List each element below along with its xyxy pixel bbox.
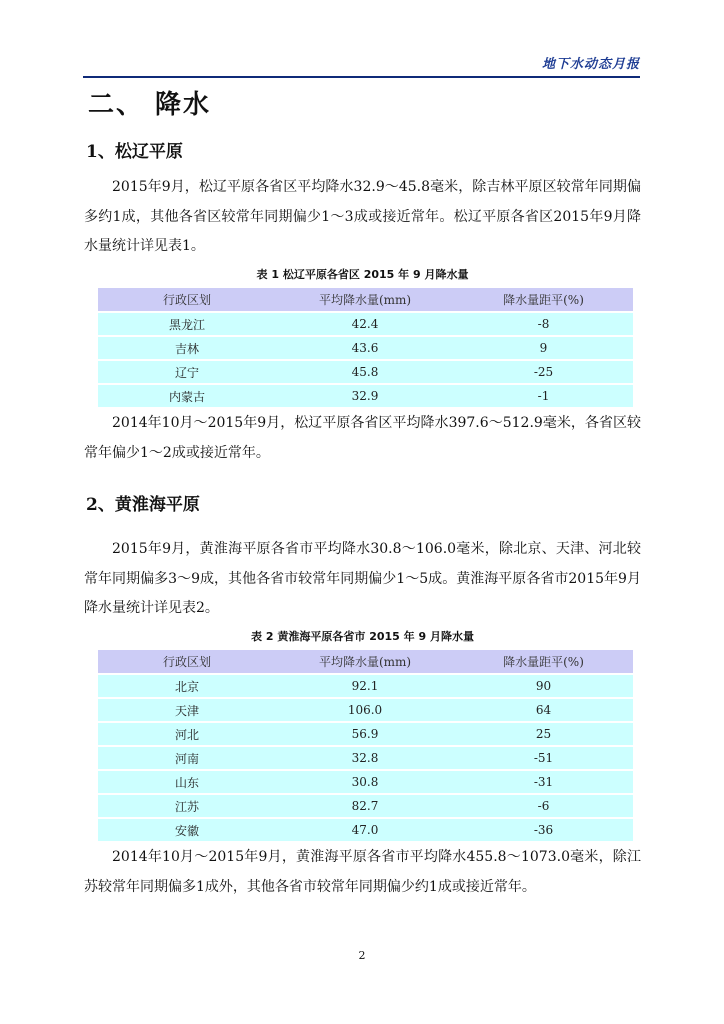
cell-precip: 32.9 bbox=[276, 384, 454, 407]
cell-precip: 106.0 bbox=[276, 698, 454, 722]
cell-precip: 92.1 bbox=[276, 674, 454, 698]
cell-region: 天津 bbox=[98, 698, 276, 722]
paragraph-huanghuaihai-2: 2014年10月～2015年9月，黄淮海平原各省市平均降水455.8～1073.0毫米，除江苏较常年同期偏多1成外，其他各省市较常年同期偏少约1成或接近常年。 bbox=[84, 849, 641, 895]
column-header-precip: 平均降水量(mm) bbox=[276, 288, 454, 312]
cell-region: 辽宁 bbox=[98, 360, 276, 384]
cell-region: 吉林 bbox=[98, 336, 276, 360]
cell-region: 安徽 bbox=[98, 818, 276, 841]
subsection-title-huanghuaihai: 2、黄淮海平原 bbox=[86, 495, 200, 515]
table-header-row bbox=[98, 288, 633, 312]
cell-anomaly: -1 bbox=[454, 384, 633, 407]
cell-region: 黑龙江 bbox=[98, 312, 276, 336]
column-header-region: 行政区划 bbox=[98, 650, 276, 674]
table-row bbox=[98, 770, 633, 794]
cell-region: 内蒙古 bbox=[98, 384, 276, 407]
cell-region: 北京 bbox=[98, 674, 276, 698]
column-header-region: 行政区划 bbox=[98, 288, 276, 312]
table-huanghuaihai bbox=[98, 650, 633, 841]
cell-anomaly: -8 bbox=[454, 312, 633, 336]
page-header bbox=[83, 46, 640, 78]
page-number: 2 bbox=[358, 949, 366, 962]
cell-precip: 32.8 bbox=[276, 746, 454, 770]
paragraph-songliao-2: 2014年10月～2015年9月，松辽平原各省区平均降水397.6～512.9毫米，各省区较常年偏少1～2成或接近常年。 bbox=[84, 415, 641, 461]
table-row bbox=[98, 384, 633, 407]
cell-anomaly: -25 bbox=[454, 360, 633, 384]
paragraph-huanghuaihai-1: 2015年9月，黄淮海平原各省市平均降水30.8～106.0毫米，除北京、天津、河北较常年同期偏多3～9成，其他各省市较常年同期偏少1～5成。黄淮海平原各省市2015年9月降水量统计详见表2。 bbox=[84, 541, 641, 616]
cell-precip: 45.8 bbox=[276, 360, 454, 384]
table-row bbox=[98, 674, 633, 698]
table-row bbox=[98, 336, 633, 360]
column-header-anomaly: 降水量距平(%) bbox=[454, 650, 633, 674]
cell-region: 山东 bbox=[98, 770, 276, 794]
header-title: 地下水动态月报 bbox=[541, 57, 640, 72]
table-row bbox=[98, 722, 633, 746]
cell-anomaly: 25 bbox=[454, 722, 633, 746]
table-row bbox=[98, 818, 633, 841]
cell-region: 江苏 bbox=[98, 794, 276, 818]
cell-anomaly: -36 bbox=[454, 818, 633, 841]
cell-anomaly: -51 bbox=[454, 746, 633, 770]
table-row bbox=[98, 746, 633, 770]
paragraph-songliao-1: 2015年9月，松辽平原各省区平均降水32.9～45.8毫米，除吉林平原区较常年同期偏多约1成，其他各省区较常年同期偏少1～3成或接近常年。松辽平原各省区2015年9月降水量统计详见表1。 bbox=[84, 179, 641, 254]
cell-anomaly: 64 bbox=[454, 698, 633, 722]
table-header-row bbox=[98, 650, 633, 674]
column-header-anomaly: 降水量距平(%) bbox=[454, 288, 633, 312]
cell-anomaly: -6 bbox=[454, 794, 633, 818]
cell-region: 河北 bbox=[98, 722, 276, 746]
subsection-title-songliao: 1、松辽平原 bbox=[86, 142, 183, 162]
cell-precip: 43.6 bbox=[276, 336, 454, 360]
cell-precip: 56.9 bbox=[276, 722, 454, 746]
table-songliao bbox=[98, 288, 633, 407]
column-header-precip: 平均降水量(mm) bbox=[276, 650, 454, 674]
table-row bbox=[98, 312, 633, 336]
cell-precip: 47.0 bbox=[276, 818, 454, 841]
table-caption-2: 表 2 黄淮海平原各省市 2015 年 9 月降水量 bbox=[251, 630, 474, 643]
table-row bbox=[98, 360, 633, 384]
cell-precip: 30.8 bbox=[276, 770, 454, 794]
cell-precip: 82.7 bbox=[276, 794, 454, 818]
section-title: 二、 降水 bbox=[88, 90, 212, 120]
cell-precip: 42.4 bbox=[276, 312, 454, 336]
table-row bbox=[98, 698, 633, 722]
table-caption-1: 表 1 松辽平原各省区 2015 年 9 月降水量 bbox=[256, 268, 469, 281]
cell-anomaly: 9 bbox=[454, 336, 633, 360]
cell-region: 河南 bbox=[98, 746, 276, 770]
table-row bbox=[98, 794, 633, 818]
cell-anomaly: 90 bbox=[454, 674, 633, 698]
cell-anomaly: -31 bbox=[454, 770, 633, 794]
